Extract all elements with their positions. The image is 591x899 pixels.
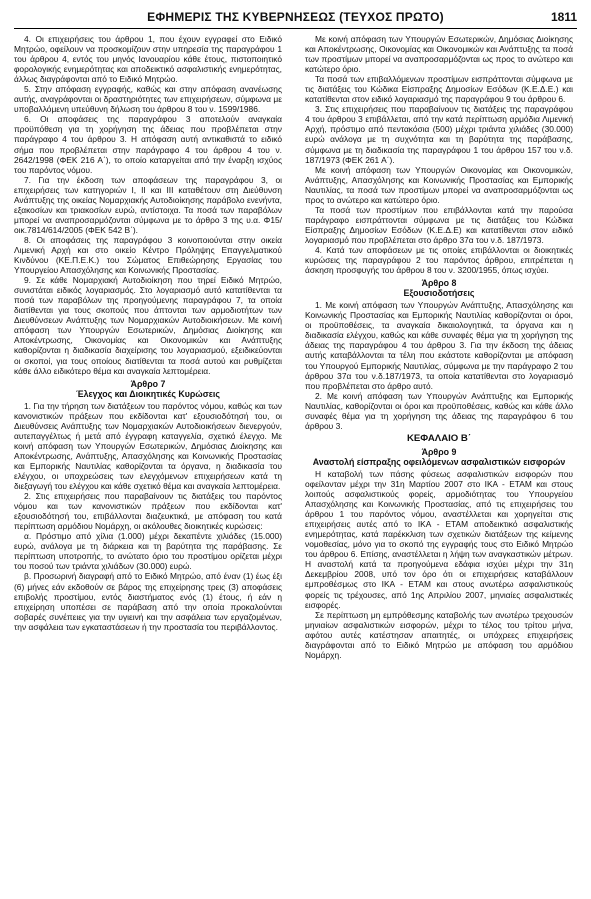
chapter-heading: ΚΕΦΑΛΑΙΟ Β΄	[406, 432, 472, 444]
paragraph: 5. Στην απόφαση εγγραφής, καθώς και στην απόφαση ανανέωσης αυτής, αναγράφονται οι δραστηριότητες των επιχειρήσεων, σύμφωνα με υποβαλλόμενη υπεύθυνη δήλωση του άρθρου 8 του ν. 1599/1986.	[14, 84, 282, 115]
paragraph: 2. Στις επιχειρήσεις που παραβαίνουν τις διατάξεις του παρόντος νόμου και των κανονιστικών πράξεων που εκδίδονται κατ' εξουσιοδότησή του, επιβάλλονται διαζευκτικά, με απόφαση του κατά περίπτωση αρμόδιου Νομάρχη, οι ακόλουθες διοικητικές κυρώσεις:	[14, 491, 282, 532]
paragraph: 3. Στις επιχειρήσεις που παραβαίνουν τις διατάξεις της παραγράφου 4 του άρθρου 3 επιβάλλεται, από την κατά περίπτωση αρμόδια Λιμενική Αρχή, πρόστιμο από πεντακόσια (500) μέχρι τριάντα χιλιάδες (30.000) ευρώ ανάλογα με τη συχνότητα και τη βαρύτητα της παράβασης, σύμφωνα με τη διαδικασία της παραγράφου 1 του άρθρου 157 του ν.δ. 187/1973 (ΦΕΚ 261 Α΄).	[305, 104, 573, 165]
paragraph: Με κοινή απόφαση των Υπουργών Εσωτερικών, Δημόσιας Διοίκησης και Αποκέντρωσης, Οικονομίας και Οικονομικών και Ανάπτυξης τα ποσά των προστίμων μπορεί να αναπροσαρμόζονται ως προς το ανώτερο και κατώτερο όριο.	[305, 34, 573, 75]
paragraph: α. Πρόστιμο από χίλια (1.000) μέχρι δεκαπέντε χιλιάδες (15.000) ευρώ, ανάλογα με τη διάρκεια και τη βαρύτητα της παράβασης. Σε περίπτωση υποτροπής, το ανώτατο όριο του προστίμου ορίζεται μέχρι του ποσού των τριάντα χιλιάδων (30.000) ευρώ.	[14, 531, 282, 572]
article-title: Έλεγχος και Διοικητικές Κυρώσεις	[76, 388, 220, 399]
paragraph: Με κοινή απόφαση των Υπουργών Οικονομίας και Οικονομικών, Ανάπτυξης, Απασχόλησης και Κοινωνικής Προστασίας και Εμπορικής Ναυτιλίας, τα ποσά των προστίμων μπορεί να αναπροσαρμόζονται ως προς το ανώτερο και κατώτερο όριο.	[305, 164, 573, 205]
article-number: Άρθρο 9	[421, 446, 457, 457]
paragraph: 2. Με κοινή απόφαση των Υπουργών Ανάπτυξης και Εμπορικής Ναυτιλίας, καθορίζονται οι όροι και προϋποθέσεις, καθώς και κάθε άλλο συναφές θέμα για τη χορήγηση της άδειας της παραγράφου 6 του άρθρου 3.	[305, 390, 573, 431]
paragraph: Τα ποσά των προστίμων που επιβάλλονται κατά την παρούσα παράγραφο εισπράττονται σύμφωνα με τις διατάξεις του Κώδικα Είσπραξης Δημοσίων Εσόδων (Κ.Ε.Δ.Ε) και κατατίθενται στον ειδικό λογαριασμό που προβλέπεται στο άρθρο 37α του ν.δ. 187/1973.	[305, 204, 573, 245]
paragraph: 7. Για την έκδοση των αποφάσεων της παραγράφου 3, οι επιχειρήσεις των κατηγοριών Ι, ΙΙ και ΙΙΙ καταθέτουν στη Διεύθυνση Ανάπτυξης της οικείας Νομαρχιακής Αυτοδιοίκησης παράβολο ενενήντα, εξακοσίων και τριακοσίων ευρώ, αντίστοιχα. Τα ποσά των παραβόλων μπορεί να αναπροσαρμόζονται σύμφωνα με το άρθρο 3 της υ.α. Φ15/οικ.7814/614/2005 (ΦΕΚ 542 Β΄).	[14, 174, 282, 235]
paragraph: 1. Για την τήρηση των διατάξεων του παρόντος νόμου, καθώς και των κανονιστικών πράξεων που εκδίδονται κατ' εξουσιοδότησή του, οι Διευθύνσεις Ανάπτυξης των Νομαρχιακών Αυτοδιοικήσεων διενεργούν, αυτεπαγγέλτως ή μετά από έγγραφη καταγγελία, σχετικό έλεγχο. Με κοινή απόφαση των Υπουργών Εσωτερικών, Δημόσιας Διοίκησης και Αποκέντρωσης, Ανάπτυξης, Απασχόλησης και Κοινωνικής Προστασίας και Εμπορικής Ναυτιλίας καθορίζονται τα όργανα, η διαδικασία του ελέγχου, οι υποχρεώσεις των ελεγχόμενων επιχειρήσεων κατά τη διεξαγωγή του ελέγχου και κάθε σχετικό θέμα και αναγκαία λεπτομέρεια.	[14, 400, 282, 492]
article-title: Εξουσιοδοτήσεις	[403, 288, 475, 299]
paragraph: Σε περίπτωση μη εμπρόθεσμης καταβολής των ανωτέρω τρεχουσών μηνιαίων ασφαλιστικών εισφορών, μέχρι το τέλος του τρίτου μήνα, αφότου αυτές κατέστησαν απαιτητές, οι υπόχρεες επιχειρήσεις διαγράφονται από το Ειδικό Μητρώο με απόφαση του αρμόδιου Νομάρχη.	[305, 609, 573, 660]
paragraph: β. Προσωρινή διαγραφή από το Ειδικό Μητρώο, από έναν (1) έως έξι (6) μήνες εάν εκδοθούν σε βάρος της επιχείρησης τρεις (3) αποφάσεις επιβολής προστίμου, εντός διαστήματος ενός (1) έτους, ή εάν η επιχείρηση υποπέσει σε παράβαση από την οποία προκαλούνται σοβαρές συνέπειες για την υγιεινή και την ασφάλεια των εργαζομένων, την ασφάλεια των εγκαταστάσεων ή την προστασία του περιβάλλοντος.	[14, 571, 282, 632]
right-column	[305, 34, 573, 892]
paragraph: 9. Σε κάθε Νομαρχιακή Αυτοδιοίκηση που τηρεί Ειδικό Μητρώο, συνιστάται ειδικός λογαριασμός. Στο λογαριασμό αυτό κατατίθενται τα ποσά των παραβόλων της προηγούμενης παραγράφου 7, τα οποία διατίθενται για τους σκοπούς που άπτονται των αρμοδιοτήτων των Διευθύνσεων Ανάπτυξης των Νομαρχιακών Αυτοδιοικήσεων. Με κοινή απόφαση των Υπουργών Εσωτερικών, Δημόσιας Διοίκησης και Αποκέντρωσης, Οικονομίας και Οικονομικών και Ανάπτυξης καθορίζονται η διαδικασία διαχείρισης του λογαριασμού, εξειδικεύονται οι σκοποί, για τους οποίους διατίθενται τα ποσά αυτού και ρυθμίζεται κάθε άλλο ειδικότερο θέμα και αναγκαία λεπτομέρεια.	[14, 275, 282, 376]
gazette-title: ΕΦΗΜΕΡΙΣ ΤΗΣ ΚΥΒΕΡΝΗΣΕΩΣ (ΤΕΥΧΟΣ ΠΡΩΤΟ)	[147, 10, 444, 24]
paragraph: 8. Οι αποφάσεις της παραγράφου 3 κοινοποιούνται στην οικεία Λιμενική Αρχή και στο οικείο Κέντρο Πρόληψης Επαγγελματικού Κινδύνου (ΚΕ.Π.Ε.Κ.) του Σώματος Επιθεώρησης Εργασίας του Υπουργείου Απασχόλησης και Κοινωνικής Προστασίας.	[14, 234, 282, 276]
paragraph: Η καταβολή των πάσης φύσεως ασφαλιστικών εισφορών που οφείλονταν μέχρι την 31η Μαρτίου 2007 στο ΙΚΑ - ΕΤΑΜ και στους λοιπούς ασφαλιστικούς φορείς, αρμοδιότητας του Υπουργείου Απασχόλησης και Κοινωνικής Προστασίας, από τις επιχειρήσεις του άρθρου 1 του παρόντος νόμου, αναστέλλεται και χορηγείται στις επιχειρήσεις αυτές από το ΙΚΑ - ΕΤΑΜ αποδεικτικό ασφαλιστικής ενημερότητας, κατά παρέκκλιση των σχετικών διατάξεων της κείμενης νομοθεσίας, μόνο για το σκοπό της εγγραφής τους στο Ειδικό Μητρώο του άρθρου 6. Επίσης, αναστέλλεται η λήψη των αναγκαστικών μέτρων. Η αναστολή κατά τα προηγούμενα εδάφια ισχύει μέχρι την 31η Δεκεμβρίου 2008, υπό τον όρο ότι οι επιχειρήσεις καταβάλλουν εμπροθέσμως στο ΙΚΑ - ΕΤΑΜ και στους ανωτέρω ασφαλιστικούς φορείς τις τρέχουσες, από 1ης Απριλίου 2007, μηνιαίες ασφαλιστικές εισφορές.	[305, 468, 573, 610]
paragraph: 4. Οι επιχειρήσεις του άρθρου 1, που έχουν εγγραφεί στο Ειδικό Μητρώο, οφείλουν να προσκομίζουν στην υπηρεσία της παραγράφου 1 του άρθρου 4, εντός του μηνός Ιανουαρίου κάθε έτους, πιστοποιητικό φορολογικής ενημερότητας και αποδεικτικό ασφαλιστικής ενημερότητας, άλλως διαγράφονται από το Ειδικό Μητρώο.	[14, 34, 282, 85]
paragraph: 4. Κατά των αποφάσεων με τις οποίες επιβάλλονται οι διοικητικές κυρώσεις της παραγράφου 2 του παρόντος άρθρου, επιτρέπεται η άσκηση προσφυγής του άρθρου 8 του ν. 3200/1955, όπως ισχύει.	[305, 244, 573, 276]
left-column	[14, 34, 282, 892]
paragraph: Τα ποσά των επιβαλλόμενων προστίμων εισπράττονται σύμφωνα με τις διατάξεις του Κώδικα Είσπραξης Δημοσίων Εσόδων (Κ.Ε.Δ.Ε.) και κατατίθενται στον ειδικό λογαριασμό της παραγράφου 9 του άρθρου 6.	[305, 74, 573, 105]
article-number: Άρθρο 8	[421, 278, 457, 289]
header-rule	[14, 28, 577, 29]
article-title: Αναστολή είσπραξης οφειλόμενων ασφαλιστικών εισφορών	[312, 456, 566, 467]
paragraph: 1. Με κοινή απόφαση των Υπουργών Ανάπτυξης, Απασχόλησης και Κοινωνικής Προστασίας και Εμπορικής Ναυτιλίας καθορίζονται οι όροι, οι προϋποθέσεις, τα αναγκαία δικαιολογητικά, τα όργανα και η διαδικασία ελέγχου, καθώς και κάθε συναφές θέμα για τη χορήγηση της άδειας της παραγράφου 4 του άρθρου 3. Για την έκδοση της άδειας αυτής καταβάλλονται τα τέλη που εκάστοτε καθορίζονται με απόφαση του Υπουργού Εμπορικής Ναυτιλίας, σύμφωνα με την παράγραφο 2 του άρθρου 37α του ν.δ.187/1973, τα οποία κατατίθενται στο λογαριασμό που προβλέπεται στο άρθρο αυτό.	[305, 300, 573, 391]
page-number: 1811	[550, 10, 577, 24]
paragraph: 6. Οι αποφάσεις της παραγράφου 3 αποτελούν αναγκαία προϋπόθεση για τη χορήγηση της άδειας που προβλέπεται στην παράγραφο 4 του άρθρου 3. Η απόφαση αυτή αντικαθιστά το ειδικό σήμα που προβλέπεται στην παράγραφο 4 του άρθρου 4 του ν. 2642/1998 (ΦΕΚ 216 Α΄), το οποίο καταργείται από την έναρξη ισχύος του παρόντος νόμου.	[14, 114, 282, 175]
page-header	[14, 8, 577, 26]
article-number: Άρθρο 7	[130, 378, 166, 389]
